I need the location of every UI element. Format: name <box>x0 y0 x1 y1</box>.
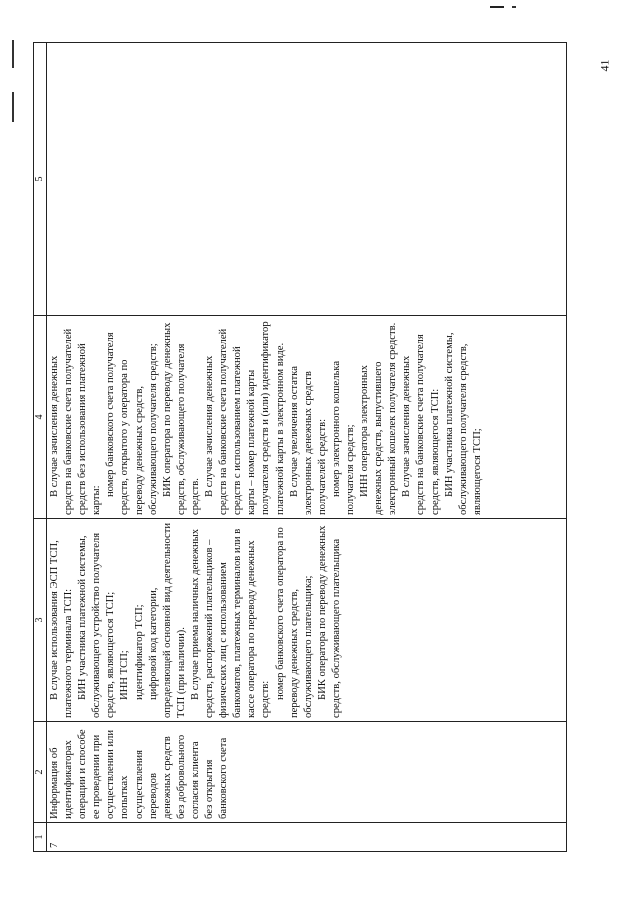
paragraph: В случае зачисления денежных средств на банковские счета получателя средств, являющегося ТСП: <box>401 334 441 515</box>
paragraph: В случае использования ЭСП ТСП, платежного терминала ТСП: <box>49 540 75 718</box>
paragraph: БИК оператора по переводу денежных средств, обслуживающего получателя средств. <box>161 322 201 515</box>
info-description-cell: Информация об идентификаторах операции и способе ее проведении при осуществлении или попытках осуществления переводов денежных средств без добровольного согласия клиента без открытия банковского счета <box>47 722 567 823</box>
paragraph: В случае зачисления денежных средств на банковские счета получателей средств с использованием платежной карты – номер платежной карты получателя средств и (или) идентификатор платежной карты в электронном виде. <box>204 321 286 515</box>
scan-edge-mark <box>12 92 14 122</box>
scan-mark <box>512 6 516 8</box>
header-col-5: 5 <box>34 43 47 316</box>
paragraph: идентификатор ТСП; <box>133 604 145 700</box>
paragraph: цифровой код категории, определяющей основной вид деятельности ТСП (при наличии). <box>147 522 187 718</box>
paragraph: БИК оператора по переводу денежных средств, обслуживающего плательщика <box>316 525 342 718</box>
header-col-4: 4 <box>34 316 47 519</box>
paragraph: В случае зачисления денежных средств на банковские счета получателей средств без использования платежной карты: <box>49 328 103 515</box>
paragraph: номер электронного кошелька получателя средств; <box>330 360 356 515</box>
scan-edge-mark <box>12 40 14 68</box>
paragraph: номер банковского счета получателя средств, открытого у оператора по переводу денежных средств, обслуживающего получателя средств; <box>105 332 159 515</box>
table-row <box>47 43 567 852</box>
header-col-1: 1 <box>34 823 47 852</box>
row-number-cell: 7 <box>47 823 567 852</box>
paragraph: БИН участника платежной системы, обслуживающего получателя средств, являющегося ТСП; <box>443 332 483 515</box>
paragraph: ИНН оператора электронных денежных средств, выпустившего электронный кошелек получателя средств. <box>359 322 399 515</box>
page-number: 41 <box>597 59 612 72</box>
payer-identifiers-cell <box>47 519 567 722</box>
header-col-3: 3 <box>34 519 47 722</box>
paragraph: номер банковского счета оператора по переводу денежных средств, обслуживающего плательщика; <box>274 527 314 718</box>
paragraph: В случае приема наличных денежных средств, распоряжений плательщиков – физических лиц с использованием банкоматов, платежных терминалов или в кассе оператора по переводу денежных средств: <box>189 528 272 718</box>
header-col-2: 2 <box>34 722 47 823</box>
scan-mark <box>490 6 504 8</box>
paragraph: В случае увеличения остатка электронных денежных средств получателей средств: <box>288 366 328 515</box>
paragraph: БИН участника платежной системы, обслуживающего устройство получателя средств, являющегося ТСП; <box>77 532 117 718</box>
document-table <box>33 42 567 852</box>
recipient-identifiers-cell <box>47 316 567 519</box>
paragraph: ИНН ТСП; <box>119 650 131 700</box>
empty-col-5-cell <box>47 43 567 316</box>
table-header-row <box>34 43 47 852</box>
rotated-table-sheet <box>33 48 571 852</box>
